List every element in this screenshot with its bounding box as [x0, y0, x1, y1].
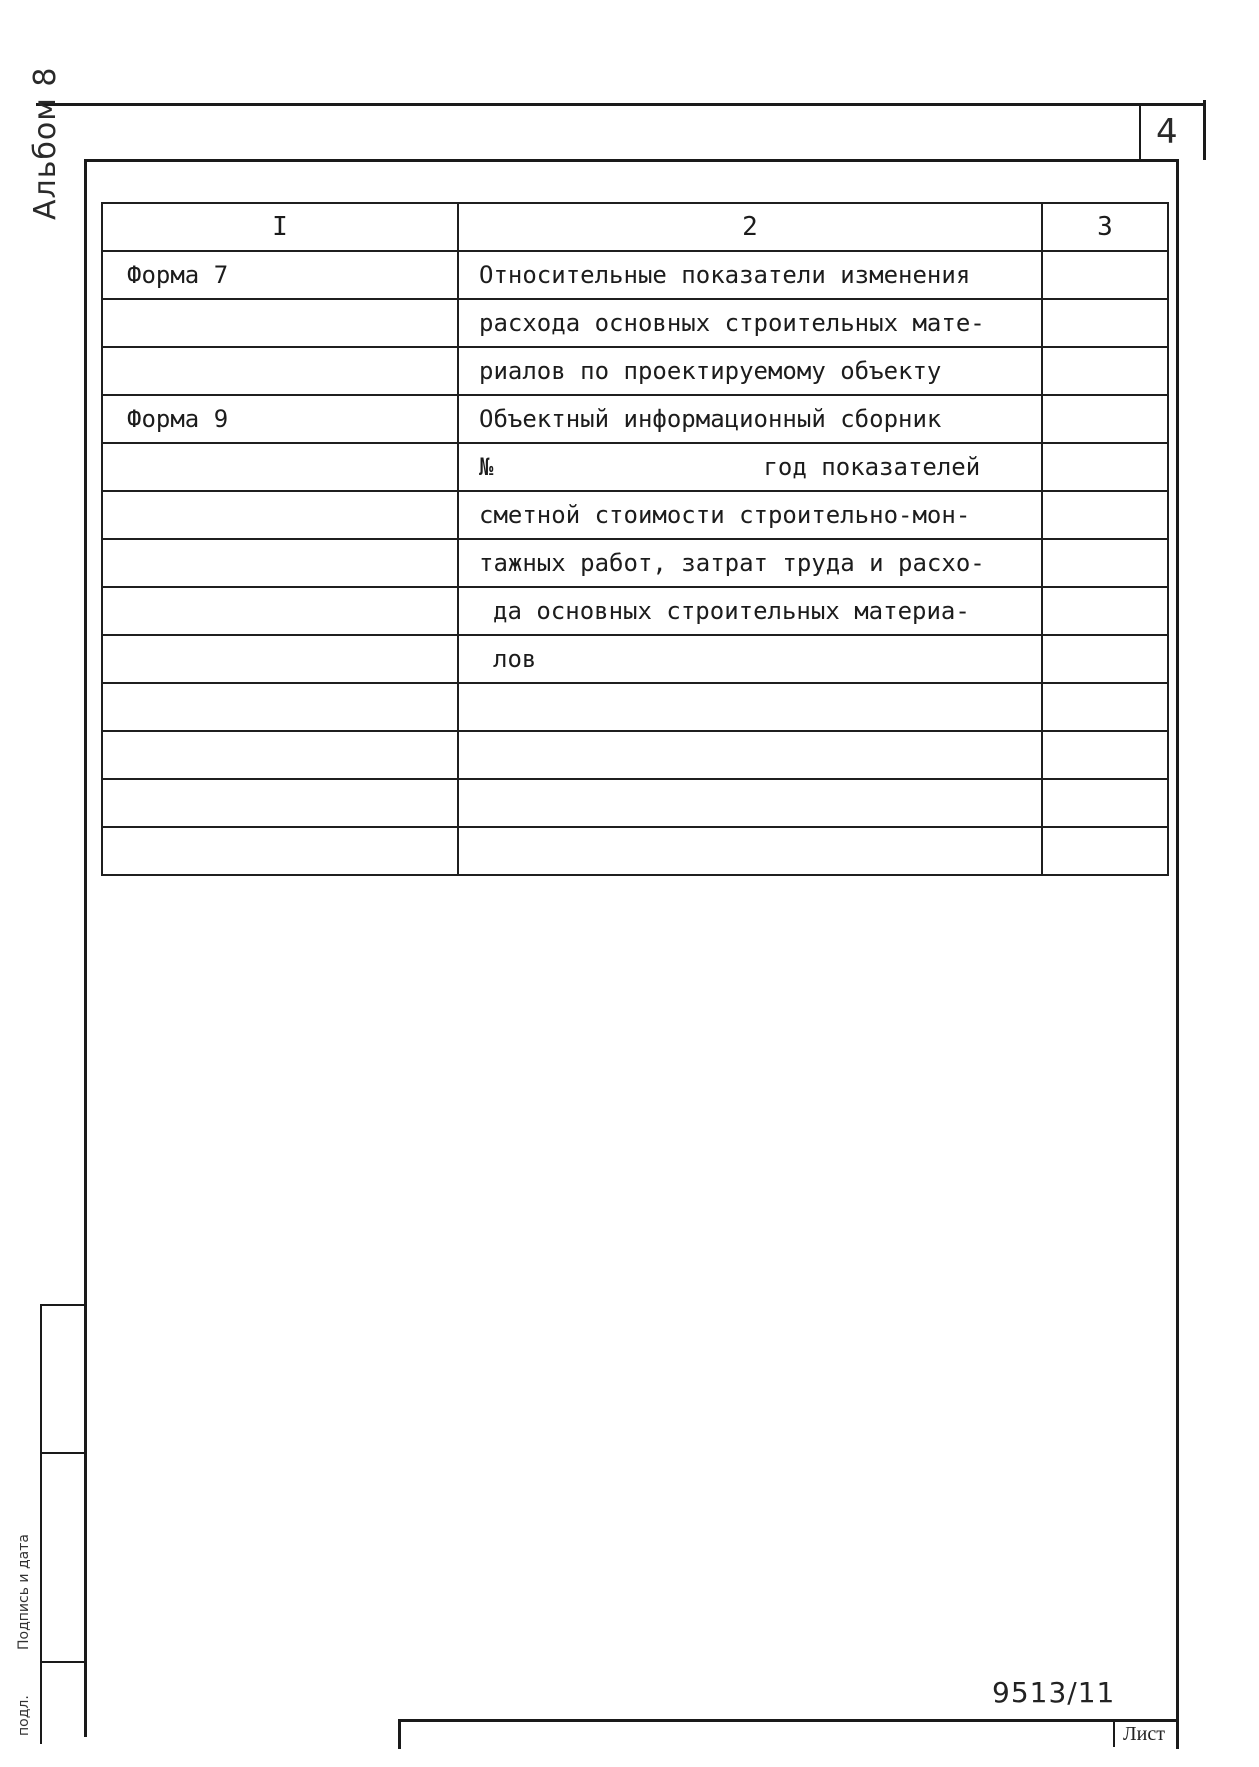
column-header-2: 2	[458, 203, 1042, 251]
table-row	[102, 395, 1168, 443]
value-cell	[1042, 635, 1168, 683]
description-cell: сметной стоимости строительно-мон-	[458, 491, 1042, 539]
album-label: Альбом 8	[28, 66, 63, 220]
stamp-left-tick	[398, 1719, 401, 1749]
value-cell	[1042, 731, 1168, 779]
sheet-label: Лист	[1113, 1719, 1173, 1747]
form-cell	[102, 827, 458, 875]
form-cell	[102, 779, 458, 827]
form-cell	[102, 635, 458, 683]
value-cell	[1042, 827, 1168, 875]
table-row	[102, 251, 1168, 299]
form-cell	[102, 347, 458, 395]
left-strip-vertical	[40, 1304, 42, 1744]
form-cell: Форма 9	[102, 395, 458, 443]
value-cell	[1042, 251, 1168, 299]
table-row	[102, 731, 1168, 779]
description-cell	[458, 827, 1042, 875]
description-cell: риалов по проектируемому объекту	[458, 347, 1042, 395]
value-cell	[1042, 491, 1168, 539]
inner-frame-bottom	[398, 1719, 1178, 1722]
value-cell	[1042, 395, 1168, 443]
table-row	[102, 347, 1168, 395]
description-cell: расхода основных строительных мате-	[458, 299, 1042, 347]
description-cell: Относительные показатели изменения	[458, 251, 1042, 299]
left-strip-divider-1	[40, 1452, 86, 1454]
value-cell	[1042, 443, 1168, 491]
top-outer-border	[36, 103, 1206, 106]
document-code: 9513/11	[992, 1676, 1116, 1709]
number-sign: №	[479, 453, 494, 481]
column-header-3: 3	[1042, 203, 1168, 251]
form-cell	[102, 491, 458, 539]
description-cell: тажных работ, затрат труда и расхо-	[458, 539, 1042, 587]
value-cell	[1042, 587, 1168, 635]
left-strip-top	[40, 1304, 86, 1306]
description-cell	[458, 779, 1042, 827]
table-row	[102, 299, 1168, 347]
description-cell: Объектный информационный сборник	[458, 395, 1042, 443]
table-row	[102, 635, 1168, 683]
forms-table	[101, 202, 1169, 876]
form-cell	[102, 731, 458, 779]
description-cell: да основных строительных материа-	[458, 587, 1042, 635]
table-row	[102, 827, 1168, 875]
table-row	[102, 683, 1168, 731]
inner-frame-top	[84, 159, 1178, 162]
page-number-box-divider	[1139, 103, 1141, 161]
right-outer-border	[1203, 100, 1206, 160]
value-cell	[1042, 779, 1168, 827]
form-cell	[102, 299, 458, 347]
original-label: подл.	[16, 1695, 32, 1736]
table-row	[102, 491, 1168, 539]
column-header-1: I	[102, 203, 458, 251]
form-cell	[102, 683, 458, 731]
form-cell	[102, 539, 458, 587]
table-row	[102, 587, 1168, 635]
value-cell	[1042, 347, 1168, 395]
description-cell	[458, 443, 1042, 491]
form-cell	[102, 443, 458, 491]
table-row	[102, 539, 1168, 587]
table-header-row	[102, 203, 1168, 251]
value-cell	[1042, 539, 1168, 587]
table-row	[102, 779, 1168, 827]
page-number: 4	[1156, 112, 1178, 152]
description-cell	[458, 683, 1042, 731]
year-indicators-text: год показателей	[763, 453, 981, 481]
inner-frame-right	[1176, 159, 1179, 1749]
value-cell	[1042, 683, 1168, 731]
form-cell	[102, 587, 458, 635]
description-cell: лов	[458, 635, 1042, 683]
inner-frame-left	[84, 159, 87, 1737]
signature-date-label: Подпись и дата	[16, 1534, 32, 1650]
value-cell	[1042, 299, 1168, 347]
form-cell: Форма 7	[102, 251, 458, 299]
description-cell	[458, 731, 1042, 779]
table-row	[102, 443, 1168, 491]
left-strip-divider-2	[40, 1661, 86, 1663]
